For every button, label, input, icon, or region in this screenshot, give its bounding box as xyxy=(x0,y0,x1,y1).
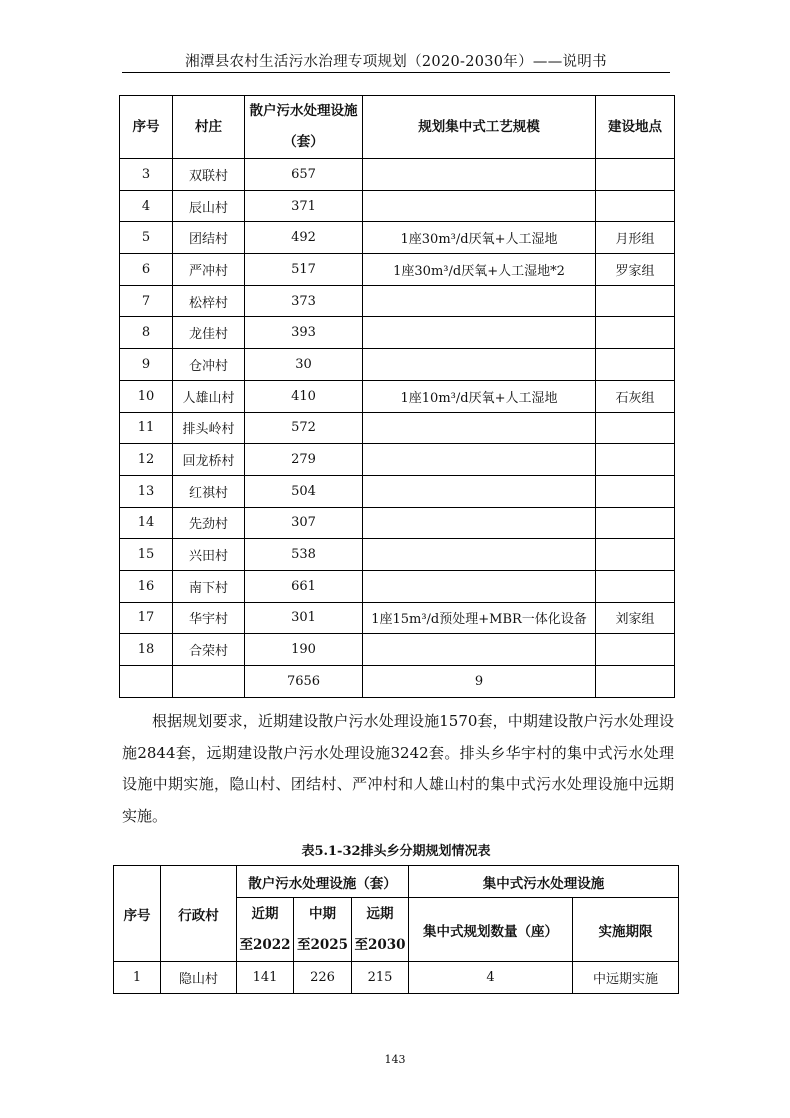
t2-near-line1: 近期 xyxy=(251,905,279,922)
paragraph-text: 根据规划要求，近期建设散户污水处理设施1570套，中期建设散户污水处理设施2844套，远期建设散户污水处理设施3242套。排头乡华宇村的集中式污水处理设施中期实施，隐山村、团结村、严冲村和人雄山村的集中式污水处理设施中远期实施。 xyxy=(122,712,674,825)
t2-col-period: 实施期限 xyxy=(573,898,679,962)
cell-scattered: 30 xyxy=(245,349,363,381)
table-row xyxy=(120,285,675,317)
cell-centralized xyxy=(363,159,596,191)
t2-col-count: 集中式规划数量（座） xyxy=(409,898,573,962)
cell-index: 14 xyxy=(120,507,173,539)
cell-scattered: 657 xyxy=(245,159,363,191)
village-facility-table xyxy=(119,95,675,698)
table-row xyxy=(120,602,675,634)
cell-centralized: 1座30m³/d厌氧+人工湿地*2 xyxy=(363,254,596,286)
cell-village: 龙佳村 xyxy=(173,317,245,349)
cell-village: 兴田村 xyxy=(173,539,245,571)
table-row xyxy=(120,634,675,666)
table-row xyxy=(120,539,675,571)
cell-index: 17 xyxy=(120,602,173,634)
cell-index: 18 xyxy=(120,634,173,666)
t2-far-line1: 远期 xyxy=(366,905,394,922)
t2-mid-line1: 中期 xyxy=(309,905,336,922)
total-index xyxy=(120,666,173,698)
cell-location xyxy=(596,412,675,444)
t2-col-village: 行政村 xyxy=(161,866,237,962)
cell-scattered: 410 xyxy=(245,380,363,412)
t2-col-scattered-group: 散户污水处理设施（套） xyxy=(237,866,409,898)
table-row xyxy=(120,475,675,507)
cell-location xyxy=(596,539,675,571)
t2-cell-near: 141 xyxy=(237,962,294,994)
t2-mid-line2: 至2025 xyxy=(296,936,349,953)
total-village xyxy=(173,666,245,698)
cell-scattered: 373 xyxy=(245,285,363,317)
cell-location xyxy=(596,475,675,507)
cell-scattered: 393 xyxy=(245,317,363,349)
cell-location xyxy=(596,317,675,349)
t2-col-far xyxy=(352,898,409,962)
table-row xyxy=(120,254,675,286)
cell-location xyxy=(596,507,675,539)
cell-index: 16 xyxy=(120,570,173,602)
table2-header-row1 xyxy=(114,866,679,898)
cell-location xyxy=(596,285,675,317)
cell-index: 15 xyxy=(120,539,173,571)
cell-scattered: 504 xyxy=(245,475,363,507)
t2-col-near xyxy=(237,898,294,962)
cell-scattered: 517 xyxy=(245,254,363,286)
table2-caption: 表5.1-32排头乡分期规划情况表 xyxy=(301,844,491,859)
cell-village: 严冲村 xyxy=(173,254,245,286)
col-scattered-line2: （套） xyxy=(283,134,324,150)
total-row xyxy=(120,666,675,698)
cell-centralized xyxy=(363,412,596,444)
cell-village: 红祺村 xyxy=(173,475,245,507)
col-scattered-line1: 散户污水处理设施 xyxy=(249,103,358,119)
cell-index: 13 xyxy=(120,475,173,507)
cell-centralized xyxy=(363,539,596,571)
cell-village: 排头岭村 xyxy=(173,412,245,444)
cell-index: 10 xyxy=(120,380,173,412)
cell-scattered: 307 xyxy=(245,507,363,539)
page-header: 湘潭县农村生活污水治理专项规划（2020-2030年）——说明书 xyxy=(185,54,607,70)
cell-index: 5 xyxy=(120,222,173,254)
cell-scattered: 371 xyxy=(245,190,363,222)
table-row xyxy=(120,159,675,191)
cell-location xyxy=(596,444,675,476)
cell-village: 华宇村 xyxy=(173,602,245,634)
cell-centralized: 1座10m³/d厌氧+人工湿地 xyxy=(363,380,596,412)
total-scattered: 7656 xyxy=(245,666,363,698)
table2-body xyxy=(114,962,679,994)
header-rule xyxy=(122,72,670,73)
cell-index: 3 xyxy=(120,159,173,191)
cell-centralized xyxy=(363,190,596,222)
table-row xyxy=(120,412,675,444)
table-row xyxy=(120,317,675,349)
page-number: 143 xyxy=(384,1053,406,1066)
t2-col-mid xyxy=(294,898,352,962)
cell-centralized xyxy=(363,444,596,476)
cell-village: 先劲村 xyxy=(173,507,245,539)
cell-village: 双联村 xyxy=(173,159,245,191)
cell-centralized xyxy=(363,634,596,666)
t2-col-centralized-group: 集中式污水处理设施 xyxy=(409,866,679,898)
cell-location: 罗家组 xyxy=(596,254,675,286)
col-scattered xyxy=(245,96,363,159)
cell-centralized xyxy=(363,285,596,317)
t2-cell-village: 隐山村 xyxy=(161,962,237,994)
total-centralized: 9 xyxy=(363,666,596,698)
cell-scattered: 190 xyxy=(245,634,363,666)
t2-cell-mid: 226 xyxy=(294,962,352,994)
cell-scattered: 492 xyxy=(245,222,363,254)
col-location: 建设地点 xyxy=(596,96,675,159)
phased-plan-table xyxy=(113,865,679,994)
cell-location: 石灰组 xyxy=(596,380,675,412)
cell-index: 4 xyxy=(120,190,173,222)
t2-col-index: 序号 xyxy=(114,866,161,962)
cell-scattered: 301 xyxy=(245,602,363,634)
cell-village: 仓冲村 xyxy=(173,349,245,381)
t2-cell-count: 4 xyxy=(409,962,573,994)
cell-centralized xyxy=(363,570,596,602)
table-body xyxy=(120,159,675,698)
table-row xyxy=(120,380,675,412)
cell-index: 9 xyxy=(120,349,173,381)
cell-index: 12 xyxy=(120,444,173,476)
cell-centralized: 1座15m³/d预处理+MBR一体化设备 xyxy=(363,602,596,634)
cell-village: 辰山村 xyxy=(173,190,245,222)
cell-village: 人雄山村 xyxy=(173,380,245,412)
cell-scattered: 538 xyxy=(245,539,363,571)
cell-location xyxy=(596,634,675,666)
table-row xyxy=(120,444,675,476)
col-village: 村庄 xyxy=(173,96,245,159)
cell-village: 南下村 xyxy=(173,570,245,602)
cell-centralized xyxy=(363,507,596,539)
cell-scattered: 661 xyxy=(245,570,363,602)
t2-cell-far: 215 xyxy=(352,962,409,994)
cell-location xyxy=(596,190,675,222)
t2-far-line2: 至2030 xyxy=(354,936,406,953)
cell-centralized: 1座30m³/d厌氧+人工湿地 xyxy=(363,222,596,254)
table-row xyxy=(120,570,675,602)
cell-index: 6 xyxy=(120,254,173,286)
total-location xyxy=(596,666,675,698)
cell-village: 松梓村 xyxy=(173,285,245,317)
cell-location xyxy=(596,159,675,191)
cell-centralized xyxy=(363,475,596,507)
cell-village: 回龙桥村 xyxy=(173,444,245,476)
col-index: 序号 xyxy=(120,96,173,159)
col-centralized: 规划集中式工艺规模 xyxy=(363,96,596,159)
cell-village: 合荣村 xyxy=(173,634,245,666)
cell-scattered: 279 xyxy=(245,444,363,476)
cell-index: 7 xyxy=(120,285,173,317)
cell-index: 8 xyxy=(120,317,173,349)
cell-centralized xyxy=(363,349,596,381)
table-header-row xyxy=(120,96,675,159)
planning-paragraph xyxy=(122,706,674,832)
t2-cell-period: 中远期实施 xyxy=(573,962,679,994)
cell-village: 团结村 xyxy=(173,222,245,254)
cell-centralized xyxy=(363,317,596,349)
table-row xyxy=(120,222,675,254)
cell-location: 月形组 xyxy=(596,222,675,254)
table-row xyxy=(120,507,675,539)
table-row xyxy=(120,349,675,381)
t2-near-line2: 至2022 xyxy=(239,936,291,953)
cell-location xyxy=(596,570,675,602)
table2-row xyxy=(114,962,679,994)
cell-scattered: 572 xyxy=(245,412,363,444)
cell-location xyxy=(596,349,675,381)
table-row xyxy=(120,190,675,222)
cell-location: 刘家组 xyxy=(596,602,675,634)
cell-index: 11 xyxy=(120,412,173,444)
t2-cell-index: 1 xyxy=(114,962,161,994)
